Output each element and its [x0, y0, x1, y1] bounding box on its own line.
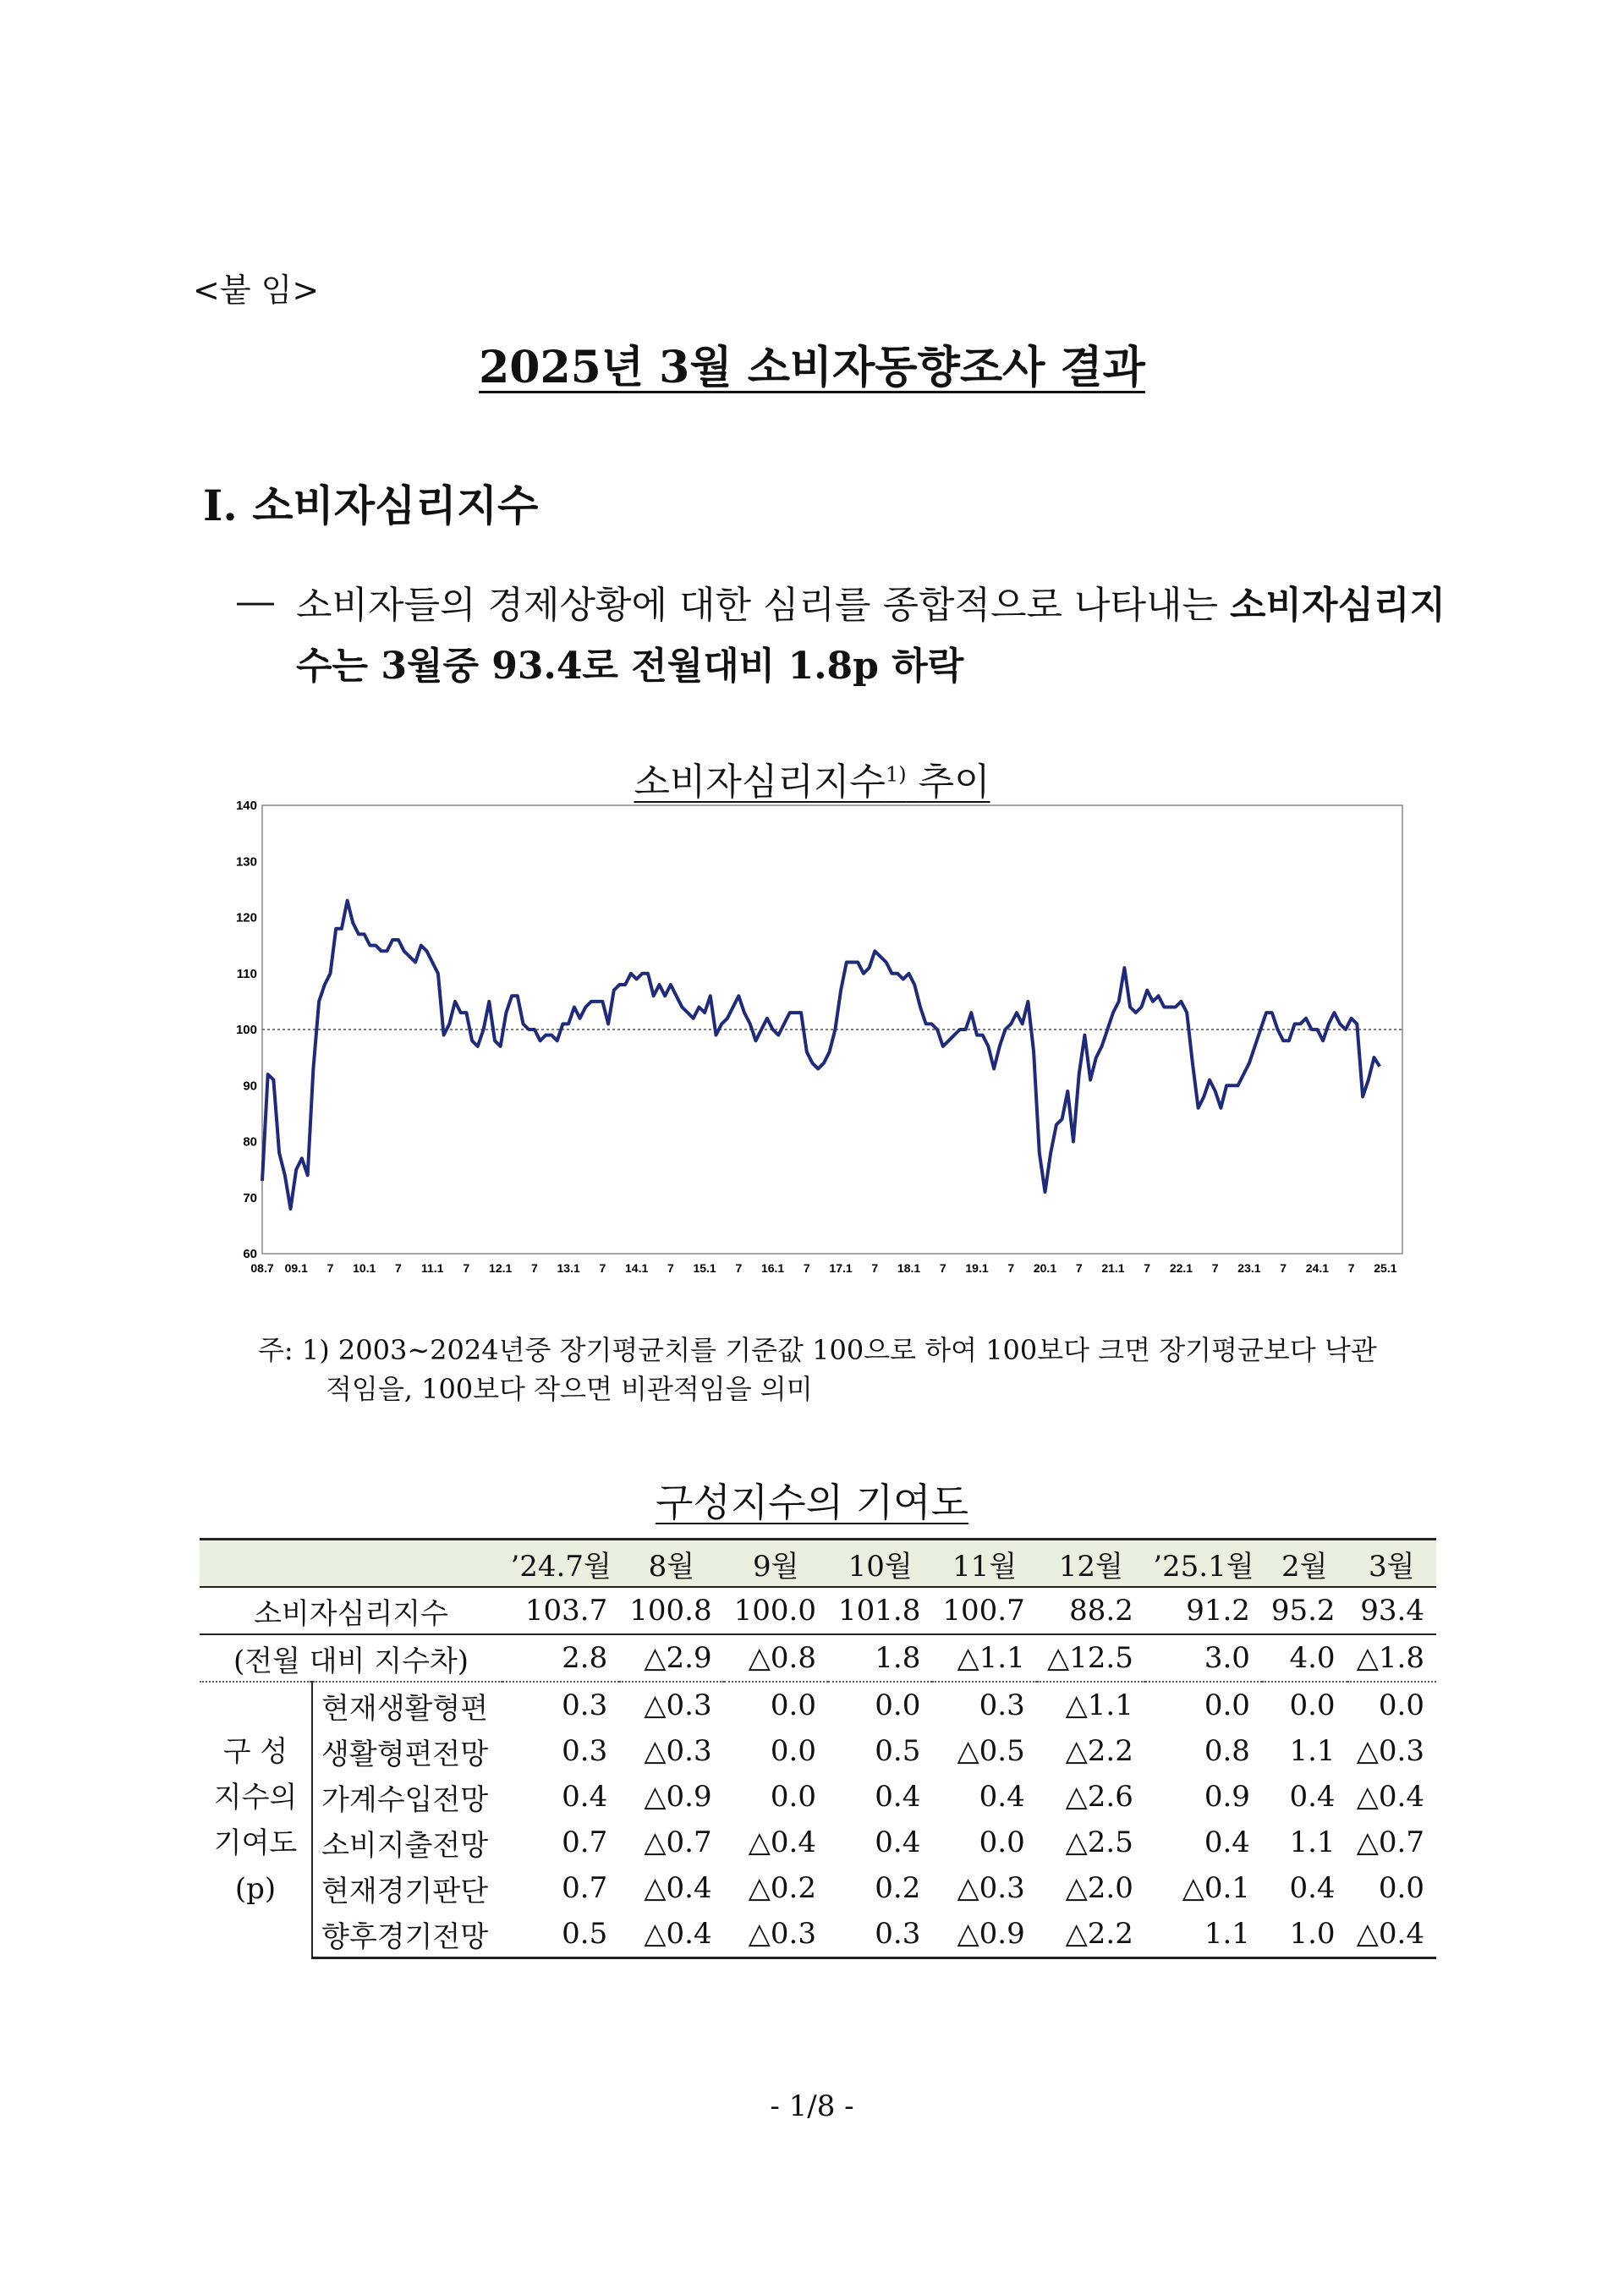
summary-text: 소비자들의 경제상황에 대한 심리를 종합적으로 나타내는	[296, 584, 1231, 627]
table-cell: 0.0	[770, 1688, 816, 1722]
table-cell: 93.4	[1347, 1587, 1436, 1634]
table-cell: △0.8	[724, 1634, 828, 1682]
table-cell: 101.8	[828, 1587, 932, 1634]
table-cell: 0.0	[1378, 1871, 1424, 1905]
x-tick-label: 7	[1280, 1261, 1287, 1275]
table-cell: 0.0	[979, 1826, 1025, 1859]
y-tick-label: 120	[235, 910, 257, 925]
header-cell: ’24.7월	[502, 1540, 619, 1588]
y-tick-label: 90	[243, 1079, 257, 1094]
x-tick-label: 7	[395, 1261, 402, 1275]
x-tick-label: 7	[803, 1261, 810, 1275]
table-cell: △0.7	[644, 1826, 712, 1859]
y-tick-label: 70	[243, 1190, 257, 1205]
x-tick-label: 11.1	[420, 1261, 444, 1275]
x-tick-label: 08.7	[250, 1261, 274, 1275]
table-cell: △0.1	[1182, 1871, 1250, 1905]
chart-footnote	[258, 1331, 1442, 1408]
table-cell: 1.1	[1289, 1826, 1336, 1859]
document-title-text: 2025년 3월 소비자동향조사 결과	[479, 342, 1145, 393]
table-cell: 0.3	[979, 1688, 1025, 1722]
table-cell: 0.0	[1204, 1688, 1250, 1722]
table-cell: 91.2	[1145, 1587, 1262, 1634]
table-row-component	[200, 1774, 1436, 1820]
x-tick-label: 7	[667, 1261, 674, 1275]
table-cell: △1.8	[1347, 1634, 1436, 1682]
table-cell: 0.4	[562, 1780, 608, 1814]
attachment-label: <붙 임>	[193, 272, 320, 309]
y-axis	[236, 799, 257, 1261]
x-tick-label: 7	[531, 1261, 538, 1275]
x-tick-label: 18.1	[897, 1261, 921, 1275]
table-cell: 0.0	[1378, 1688, 1424, 1722]
x-tick-label: 22.1	[1169, 1261, 1193, 1275]
table-cell: 2.8	[502, 1634, 619, 1682]
x-axis	[250, 1261, 1396, 1275]
x-tick-label: 7	[599, 1261, 606, 1275]
table-cell: 0.4	[875, 1826, 921, 1859]
footnote-prefix: 주: 1)	[258, 1334, 330, 1366]
header-cell: 3월	[1347, 1540, 1436, 1588]
table-cell: △0.3	[644, 1688, 712, 1722]
table-cell: 0.7	[562, 1826, 608, 1859]
y-tick-label: 140	[235, 799, 257, 813]
header-cell: 2월	[1262, 1540, 1347, 1588]
table-cell: △1.1	[1065, 1688, 1133, 1722]
section-heading: Ⅰ. 소비자심리지수	[203, 480, 539, 530]
table-cell: 88.2	[1037, 1587, 1145, 1634]
x-tick-label: 7	[871, 1261, 879, 1275]
y-tick-label: 100	[235, 1023, 257, 1037]
table-cell: 0.3	[562, 1734, 608, 1768]
table-cell: △0.2	[748, 1871, 816, 1905]
table-title-text: 구성지수의 기여도	[655, 1480, 969, 1525]
table-cell: 1.1	[1289, 1734, 1336, 1768]
table-cell: △0.9	[932, 1911, 1036, 1958]
x-tick-label: 25.1	[1374, 1261, 1397, 1275]
footnote-line-2	[258, 1370, 1442, 1408]
table-cell: △0.4	[1356, 1780, 1424, 1814]
table-header-row	[200, 1540, 1436, 1588]
footnote-text-2: 적임을, 100보다 작으면 비관적임을 의미	[326, 1373, 813, 1405]
table-cell: 0.4	[1204, 1826, 1250, 1859]
x-tick-label: 24.1	[1305, 1261, 1330, 1275]
header-cell: ’25.1월	[1145, 1540, 1262, 1588]
table-cell: 0.4	[979, 1780, 1025, 1814]
table-row-component	[200, 1820, 1436, 1865]
group-label-line: 구 성	[222, 1734, 288, 1769]
table-cell: △2.9	[619, 1634, 723, 1682]
x-tick-label: 7	[1144, 1261, 1151, 1275]
x-tick-label: 7	[463, 1261, 470, 1275]
table-cell: 0.0	[875, 1688, 921, 1722]
footnote-text-1: 2003∼2024년중 장기평균치를 기준값 100으로 하여 100보다 크면 장기평균보다 낙관	[337, 1334, 1377, 1366]
table-cell: 3.0	[1145, 1634, 1262, 1682]
table-cell: △0.7	[1356, 1826, 1424, 1859]
document-title	[0, 332, 1624, 395]
row-label: 현재경기판단	[321, 1874, 489, 1908]
table-cell: △0.3	[957, 1871, 1025, 1905]
table-cell: 0.9	[1204, 1780, 1250, 1814]
x-tick-label: 10.1	[353, 1261, 376, 1275]
table-cell: △1.1	[932, 1634, 1036, 1682]
table-cell: 100.8	[619, 1587, 723, 1634]
table-cell: 0.5	[875, 1734, 921, 1768]
table-cell: 95.2	[1262, 1587, 1347, 1634]
summary-paragraph	[296, 575, 1455, 697]
page-number: - 1/8 -	[770, 2089, 854, 2123]
x-tick-label: 21.1	[1101, 1261, 1125, 1275]
x-tick-label: 17.1	[829, 1261, 853, 1275]
table-cell: △0.4	[748, 1826, 816, 1859]
x-tick-label: 19.1	[965, 1261, 989, 1275]
header-cell: 8월	[619, 1540, 723, 1588]
footnote-line-1	[258, 1331, 1442, 1370]
chart-title-rest: 추이	[918, 760, 990, 804]
group-label-line: 지수의	[213, 1780, 298, 1815]
header-cell: 10월	[828, 1540, 932, 1588]
x-tick-label: 14.1	[625, 1261, 649, 1275]
row-label: 소비자심리지수	[200, 1587, 502, 1634]
table-cell: 1.1	[1145, 1911, 1262, 1958]
table-cell: 0.5	[502, 1911, 619, 1958]
header-cell: 11월	[932, 1540, 1036, 1588]
summary-highlight: 소비자심리지수는 3월중 93.4로 전월대비 1.8p 하락	[296, 584, 1446, 688]
row-label: 가계수입전망	[321, 1782, 489, 1817]
group-label-line: 기여도	[213, 1826, 298, 1860]
y-tick-label: 130	[235, 854, 257, 870]
table-cell: △2.0	[1065, 1871, 1133, 1905]
x-tick-label: 12.1	[489, 1261, 513, 1275]
table-cell: △12.5	[1037, 1634, 1145, 1682]
table-cell: 0.7	[562, 1871, 608, 1905]
table-row-component	[200, 1728, 1436, 1774]
table-cell: △2.2	[1037, 1911, 1145, 1958]
table-body	[200, 1587, 1436, 1958]
header-cell: 9월	[724, 1540, 828, 1588]
table-cell: 0.3	[828, 1911, 932, 1958]
y-tick-label: 80	[243, 1134, 257, 1150]
x-tick-label: 20.1	[1033, 1261, 1057, 1275]
table-cell: 103.7	[502, 1587, 619, 1634]
table-row-component	[200, 1865, 1436, 1911]
table-cell: 0.0	[770, 1780, 816, 1814]
table-cell: 0.4	[1289, 1871, 1336, 1905]
table-cell: △0.3	[644, 1734, 712, 1768]
row-label: (전월 대비 지수차)	[200, 1634, 502, 1682]
group-label-line: (p)	[234, 1871, 277, 1906]
x-tick-label: 7	[1007, 1261, 1015, 1275]
table-cell: 0.8	[1204, 1734, 1250, 1768]
table-cell: 1.0	[1262, 1911, 1347, 1958]
table-row-csi	[200, 1587, 1436, 1634]
table-cell: 4.0	[1262, 1634, 1347, 1682]
table-cell: 100.7	[932, 1587, 1036, 1634]
table-cell: 1.8	[828, 1634, 932, 1682]
summary-dash: ―	[237, 580, 274, 623]
table-cell: 0.3	[562, 1688, 608, 1722]
x-tick-label: 7	[939, 1261, 946, 1275]
x-tick-label: 23.1	[1237, 1261, 1261, 1275]
x-tick-label: 7	[1211, 1261, 1219, 1275]
table-cell: △0.4	[619, 1911, 723, 1958]
table-row-component	[200, 1682, 1436, 1728]
table-cell: 0.0	[770, 1734, 816, 1768]
x-tick-label: 09.1	[284, 1261, 308, 1275]
x-tick-label: 16.1	[760, 1261, 785, 1275]
y-tick-label: 110	[236, 966, 257, 981]
row-label: 향후경기전망	[312, 1911, 502, 1958]
table-cell: △0.4	[644, 1871, 712, 1905]
table-cell: 0.2	[875, 1871, 921, 1905]
x-tick-label: 13.1	[557, 1261, 580, 1275]
table-cell: △0.4	[1347, 1911, 1436, 1958]
x-tick-label: 7	[1347, 1261, 1355, 1275]
x-tick-label: 15.1	[693, 1261, 716, 1275]
table-row-diff	[200, 1634, 1436, 1682]
csi-line-chart	[228, 795, 1413, 1320]
table-cell: △2.6	[1065, 1780, 1133, 1814]
table-cell: △0.5	[957, 1734, 1025, 1768]
chart-title-footnote-mark: 1)	[885, 762, 907, 787]
table-row-component	[200, 1911, 1436, 1958]
table-title	[0, 1472, 1624, 1528]
table-cell: △2.5	[1065, 1826, 1133, 1859]
contribution-table	[200, 1538, 1436, 1959]
table-cell: △2.2	[1065, 1734, 1133, 1768]
chart-title-main-text: 소비자심리지수	[634, 760, 886, 804]
y-tick-label: 60	[243, 1247, 257, 1261]
x-tick-label: 7	[1075, 1261, 1083, 1275]
row-label: 현재생활형편	[321, 1691, 489, 1726]
csi-series-line	[262, 901, 1380, 1209]
table-cell: △0.3	[1356, 1734, 1424, 1768]
row-label: 생활형편전망	[321, 1737, 489, 1771]
table-cell: 0.4	[1289, 1780, 1336, 1814]
table-cell: 0.4	[875, 1780, 921, 1814]
table-cell: 0.0	[1289, 1688, 1336, 1722]
x-tick-label: 7	[735, 1261, 743, 1275]
table-cell: 100.0	[724, 1587, 828, 1634]
table-cell: △0.9	[644, 1780, 712, 1814]
header-cell: 12월	[1037, 1540, 1145, 1588]
x-tick-label: 7	[326, 1261, 334, 1275]
group-label	[200, 1682, 312, 1958]
table-cell: △0.3	[724, 1911, 828, 1958]
row-label: 소비지출전망	[321, 1828, 489, 1863]
header-corner	[200, 1540, 502, 1588]
